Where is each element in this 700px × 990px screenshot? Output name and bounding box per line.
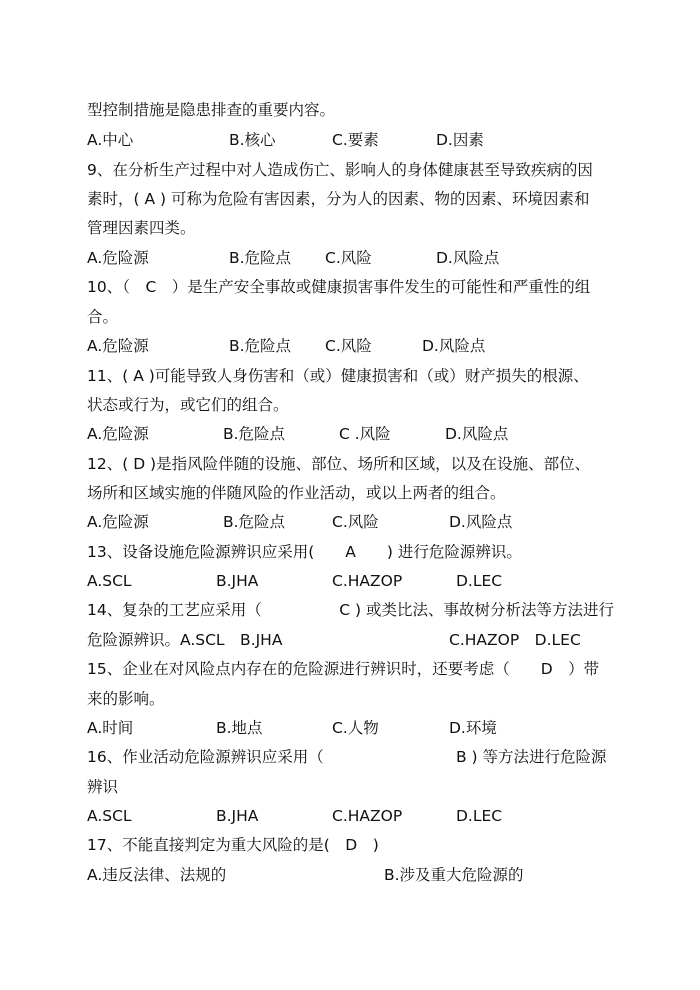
q14-line-2-options-cd: C.HAZOP D.LEC — [449, 631, 581, 649]
q12-option-c: C.风险 — [332, 513, 379, 531]
q14-line-2-options-ab: 危险源辨识。A.SCL B.JHA — [87, 631, 283, 649]
q15-option-c: C.人物 — [332, 719, 379, 737]
q12-option-d: D.风险点 — [449, 513, 513, 531]
q9-option-b: B.危险点 — [229, 249, 292, 267]
q13-option-d: D.LEC — [456, 572, 503, 590]
q16-line-1-answer: B ) 等方法进行危险源 — [456, 748, 607, 766]
q15-option-d: D.环境 — [449, 719, 497, 737]
q8-option-d: D.因素 — [436, 131, 484, 149]
q8-option-c: C.要素 — [332, 131, 379, 149]
q17-option-a: A.违反法律、法规的 — [87, 866, 227, 884]
q13-option-a: A.SCL — [87, 572, 132, 590]
q11-option-a: A.危险源 — [87, 425, 149, 443]
q12-line-1: 12、( D )是指风险伴随的设施、部位、场所和区域，以及在设施、部位、 — [87, 455, 591, 473]
q10-option-b: B.危险点 — [229, 337, 292, 355]
q16-line-1 — [87, 744, 607, 770]
q15-option-b: B.地点 — [216, 719, 263, 737]
q15-options — [87, 715, 497, 741]
q16-option-c: C.HAZOP — [332, 807, 403, 825]
q8-continuation: 型控制措施是隐患排查的重要内容。 — [87, 101, 336, 119]
q12-option-b: B.危险点 — [223, 513, 286, 531]
q16-option-a: A.SCL — [87, 807, 132, 825]
q10-line-1: 10、（ C ）是生产安全事故或健康损害事件发生的可能性和严重性的组 — [87, 278, 591, 296]
q9-option-a: A.危险源 — [87, 249, 149, 267]
q16-line-1-stem: 16、作业活动危险源辨识应采用（ — [87, 748, 324, 766]
q16-options — [87, 803, 503, 829]
q9-option-c: C.风险 — [325, 249, 372, 267]
q12-option-a: A.危险源 — [87, 513, 149, 531]
q13-line-1: 13、设备设施危险源辨识应采用( A ) 进行危险源辨识。 — [87, 543, 522, 561]
q8-options — [87, 127, 484, 153]
q13-options — [87, 568, 503, 594]
q11-option-b: B.危险点 — [223, 425, 286, 443]
q17-options — [87, 862, 524, 888]
q9-options — [87, 245, 500, 271]
q11-line-2: 状态或行为，或它们的组合。 — [87, 396, 289, 414]
q16-option-b: B.JHA — [216, 807, 259, 825]
q13-option-c: C.HAZOP — [332, 572, 403, 590]
q17-option-b: B.涉及重大危险源的 — [384, 866, 524, 884]
q10-option-a: A.危险源 — [87, 337, 149, 355]
q15-line-2: 来的影响。 — [87, 690, 165, 708]
q13-option-b: B.JHA — [216, 572, 259, 590]
q12-line-2: 场所和区域实施的伴随风险的作业活动，或以上两者的组合。 — [87, 484, 506, 502]
q16-option-d: D.LEC — [456, 807, 503, 825]
q11-option-c: C .风险 — [339, 425, 391, 443]
q9-line-3: 管理因素四类。 — [87, 219, 196, 237]
q8-option-a: A.中心 — [87, 131, 134, 149]
q11-line-1: 11、( A )可能导致人身伤害和（或）健康损害和（或）财产损失的根源、 — [87, 367, 589, 385]
q11-options — [87, 421, 509, 447]
q17-line-1: 17、不能直接判定为重大风险的是( D ) — [87, 836, 379, 854]
q8-option-b: B.核心 — [229, 131, 276, 149]
q10-options — [87, 333, 486, 359]
q16-line-2: 辨识 — [87, 778, 119, 796]
q11-option-d: D.风险点 — [445, 425, 509, 443]
q14-line-1: 14、复杂的工艺应采用（ C ) 或类比法、事故树分析法等方法进行 — [87, 601, 614, 619]
q12-options — [87, 509, 513, 535]
q9-line-2: 素时，( A ) 可称为危险有害因素，分为人的因素、物的因素、环境因素和 — [87, 190, 590, 208]
q10-line-2: 合。 — [87, 308, 119, 326]
q9-option-d: D.风险点 — [436, 249, 500, 267]
q9-line-1: 9、在分析生产过程中对人造成伤亡、影响人的身体健康甚至导致疾病的因 — [87, 161, 593, 179]
q10-option-c: C.风险 — [325, 337, 372, 355]
q14-line-2 — [87, 627, 581, 653]
q15-line-1: 15、企业在对风险点内存在的危险源进行辨识时，还要考虑（ D ）带 — [87, 660, 600, 678]
q15-option-a: A.时间 — [87, 719, 134, 737]
q10-option-d: D.风险点 — [422, 337, 486, 355]
